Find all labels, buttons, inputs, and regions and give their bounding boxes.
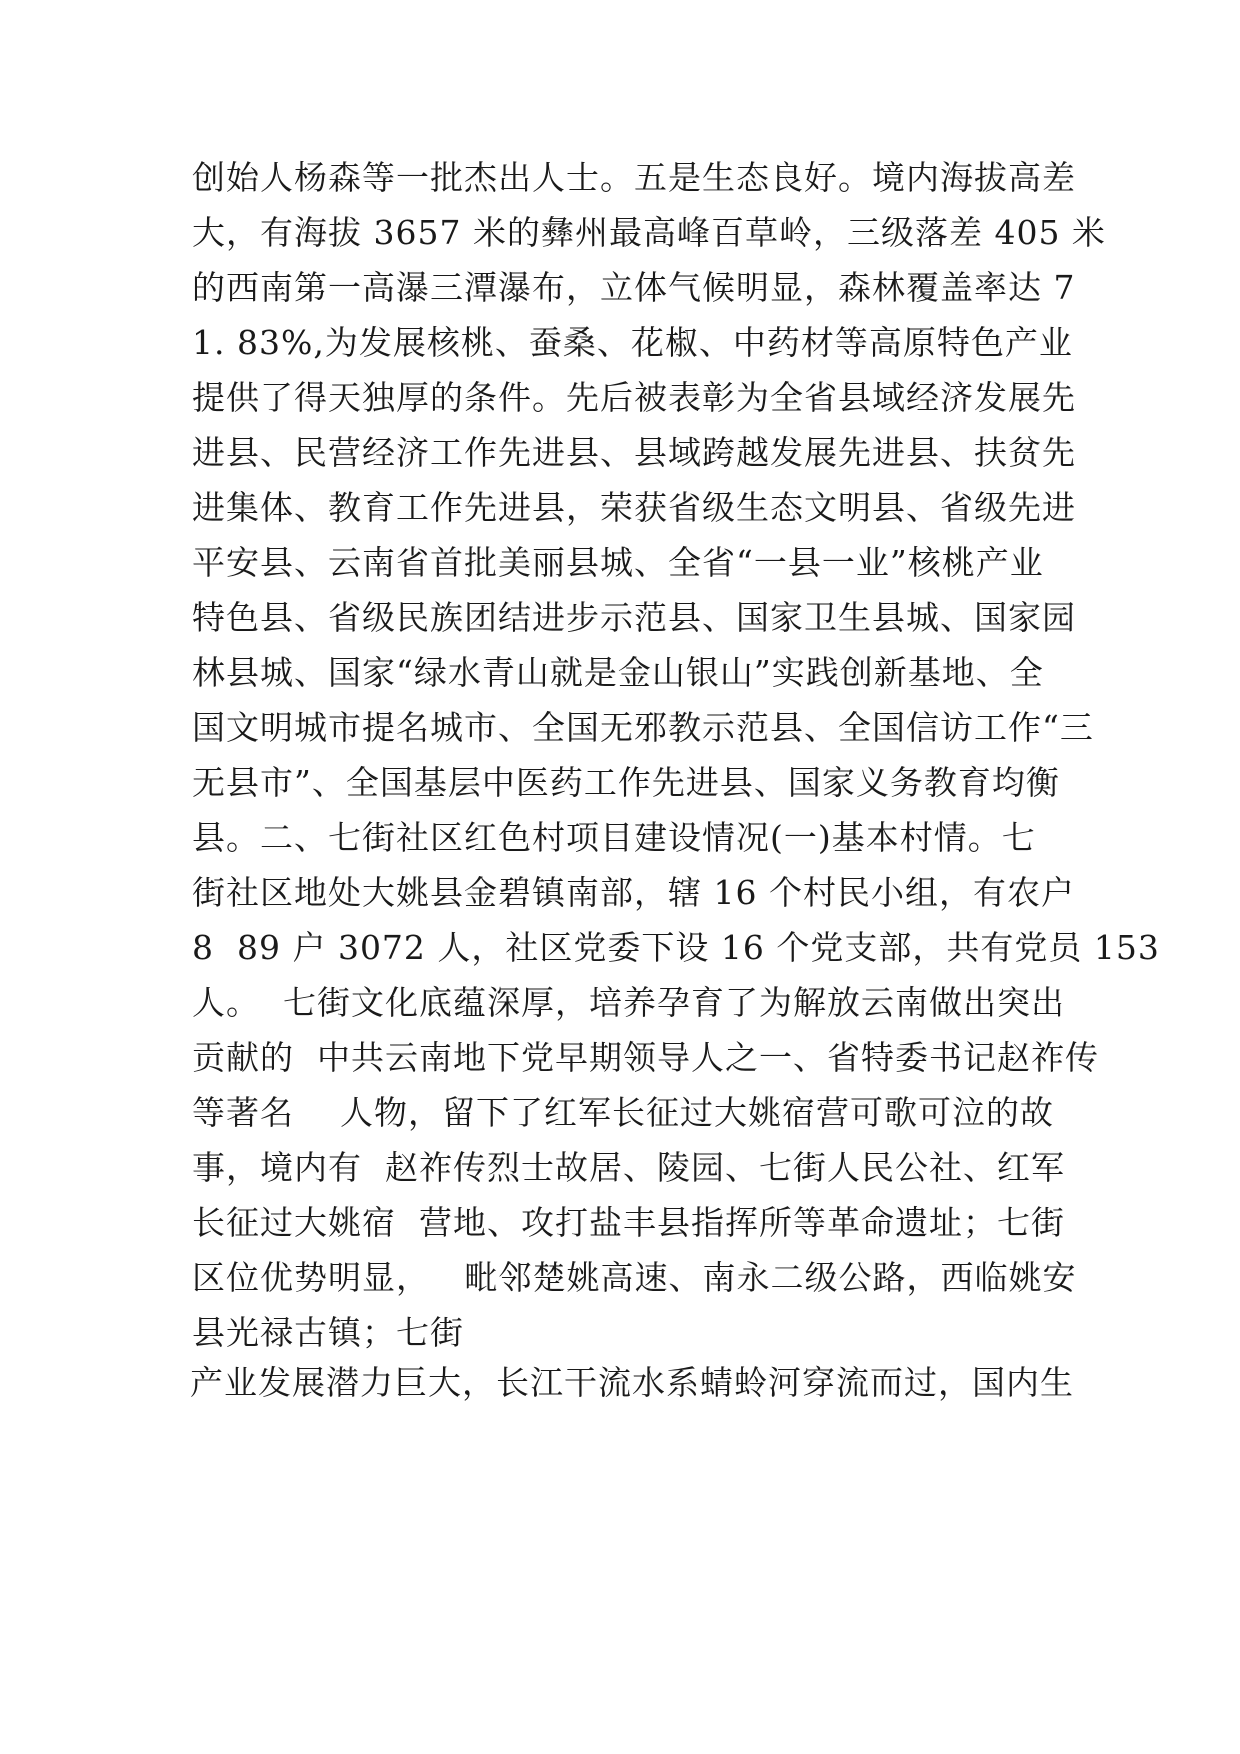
text-line: 大，有海拔 3657 米的彝州最高峰百草岭，三级落差 405 米 (192, 213, 1106, 252)
text-line: 长征过大姚宿 营地、攻打盐丰县指挥所等革命遗址；七街 (192, 1203, 1065, 1242)
text-line: 国文明城市提名城市、全国无邪教示范县、全国信访工作“三 (192, 708, 1094, 747)
text-line: 提供了得天独厚的条件。先后被表彰为全省县域经济发展先 (192, 378, 1076, 417)
text-line: 进县、民营经济工作先进县、县域跨越发展先进县、扶贫先 (192, 433, 1076, 472)
text-line: 人。 七街文化底蕴深厚，培养孕育了为解放云南做出突出 (192, 983, 1065, 1022)
text-line: 无县市”、全国基层中医药工作先进县、国家义务教育均衡 (192, 763, 1060, 802)
text-line: 进集体、教育工作先进县，荣获省级生态文明县、省级先进 (192, 488, 1076, 527)
text-line: 贡献的 中共云南地下党早期领导人之一、省特委书记赵祚传 (192, 1038, 1099, 1077)
text-line: 平安县、云南省首批美丽县城、全省“一县一业”核桃产业 (192, 543, 1044, 582)
text-line: 特色县、省级民族团结进步示范县、国家卫生县城、国家园 (192, 598, 1076, 637)
text-line: 1. 83%,为发展核桃、蚕桑、花椒、中药材等高原特色产业 (192, 323, 1073, 362)
text-line: 产业发展潜力巨大，长江干流水系蜻蛉河穿流而过，国内生 (190, 1363, 1074, 1402)
text-line: 8 89 户 3072 人，社区党委下设 16 个党支部，共有党员 153 (192, 928, 1160, 967)
text-line: 区位优势明显， 毗邻楚姚高速、南永二级公路，西临姚安 (192, 1258, 1077, 1297)
text-line: 县。二、七街社区红色村项目建设情况(一)基本村情。七 (192, 818, 1036, 857)
text-line: 事，境内有 赵祚传烈士故居、陵园、七街人民公社、红军 (192, 1148, 1065, 1187)
text-line: 街社区地处大姚县金碧镇南部，辖 16 个村民小组，有农户 (192, 873, 1075, 912)
text-line: 的西南第一高瀑三潭瀑布，立体气候明显，森林覆盖率达 7 (192, 268, 1076, 307)
text-line: 林县城、国家“绿水青山就是金山银山”实践创新基地、全 (192, 653, 1044, 692)
text-line: 创始人杨森等一批杰出人士。五是生态良好。境内海拔高差 (192, 158, 1076, 197)
text-line: 县光禄古镇；七街 (192, 1313, 464, 1352)
text-line: 等著名 人物，留下了红军长征过大姚宿营可歌可泣的故 (192, 1093, 1054, 1132)
